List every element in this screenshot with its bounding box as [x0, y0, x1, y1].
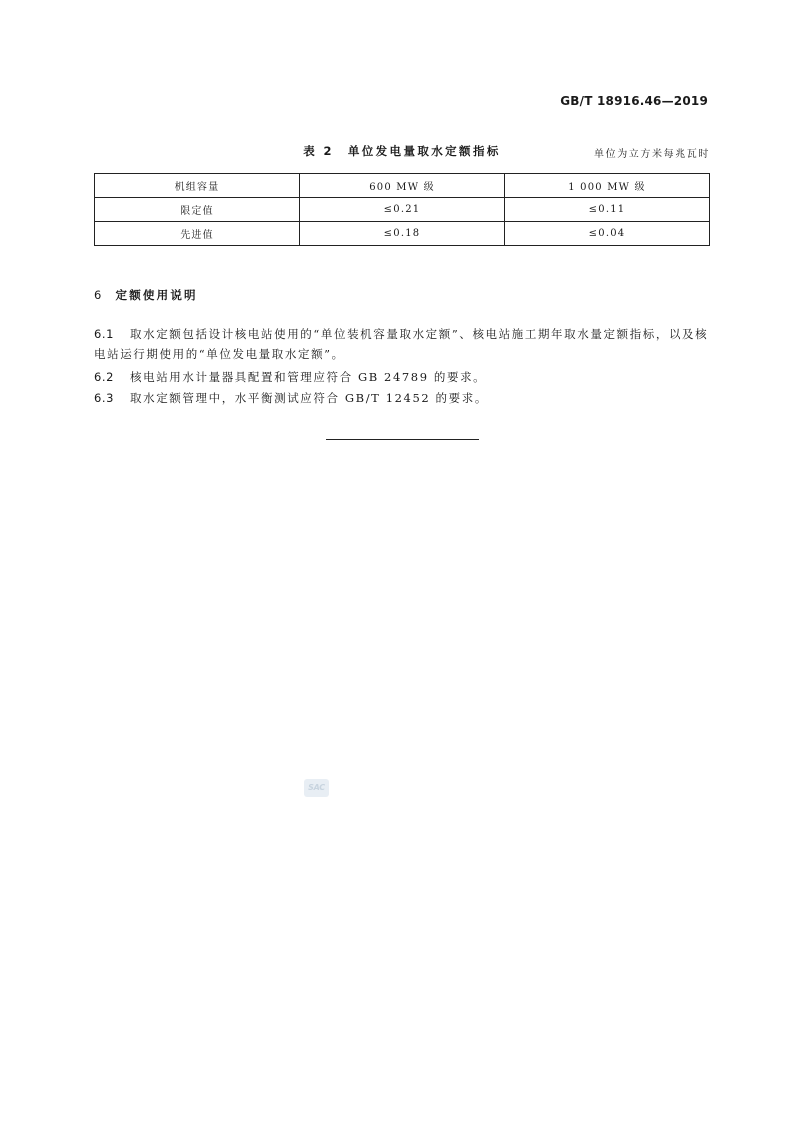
clause-6-1 — [94, 324, 710, 364]
section-heading — [94, 287, 198, 303]
standard-code: GB/T 18916.46—2019 — [560, 94, 708, 108]
clause-text: 核电站用水计量器具配置和管理应符合 GB 24789 的要求。 — [130, 370, 487, 384]
clause-text: 取水定额包括设计核电站使用的“单位装机容量取水定额”、核电站施工期年取水量定额指标，以及核电站运行期使用的“单位发电量取水定额”。 — [94, 327, 709, 361]
table-unit-note: 单位为立方米每兆瓦时 — [594, 149, 710, 160]
table-cell: 600 MW 级 — [300, 174, 505, 198]
table-cell: ≤0.11 — [505, 198, 710, 222]
clause-number: 6.1 — [94, 327, 115, 341]
table-caption — [94, 143, 710, 159]
table-cell: ≤0.18 — [300, 222, 505, 246]
end-rule — [326, 439, 479, 440]
table-cell: 先进值 — [95, 222, 300, 246]
table-cell: 限定值 — [95, 198, 300, 222]
table-row — [95, 222, 710, 246]
clause-6-3 — [94, 388, 710, 408]
clause-number: 6.3 — [94, 391, 115, 405]
table-cell: 机组容量 — [95, 174, 300, 198]
clause-number: 6.2 — [94, 370, 115, 384]
table-title: 表 2 单位发电量取水定额指标 — [303, 144, 501, 158]
section-title: 定额使用说明 — [115, 288, 198, 302]
table-header-row — [95, 174, 710, 198]
water-quota-table — [94, 173, 710, 246]
table-cell: 1 000 MW 级 — [505, 174, 710, 198]
clause-6-2 — [94, 367, 710, 387]
clause-text: 取水定额管理中，水平衡测试应符合 GB/T 12452 的要求。 — [130, 391, 488, 405]
table-cell: ≤0.04 — [505, 222, 710, 246]
section-number: 6 — [94, 288, 104, 302]
table-row — [95, 198, 710, 222]
table-cell: ≤0.21 — [300, 198, 505, 222]
sac-watermark-logo: SAC — [304, 779, 329, 797]
